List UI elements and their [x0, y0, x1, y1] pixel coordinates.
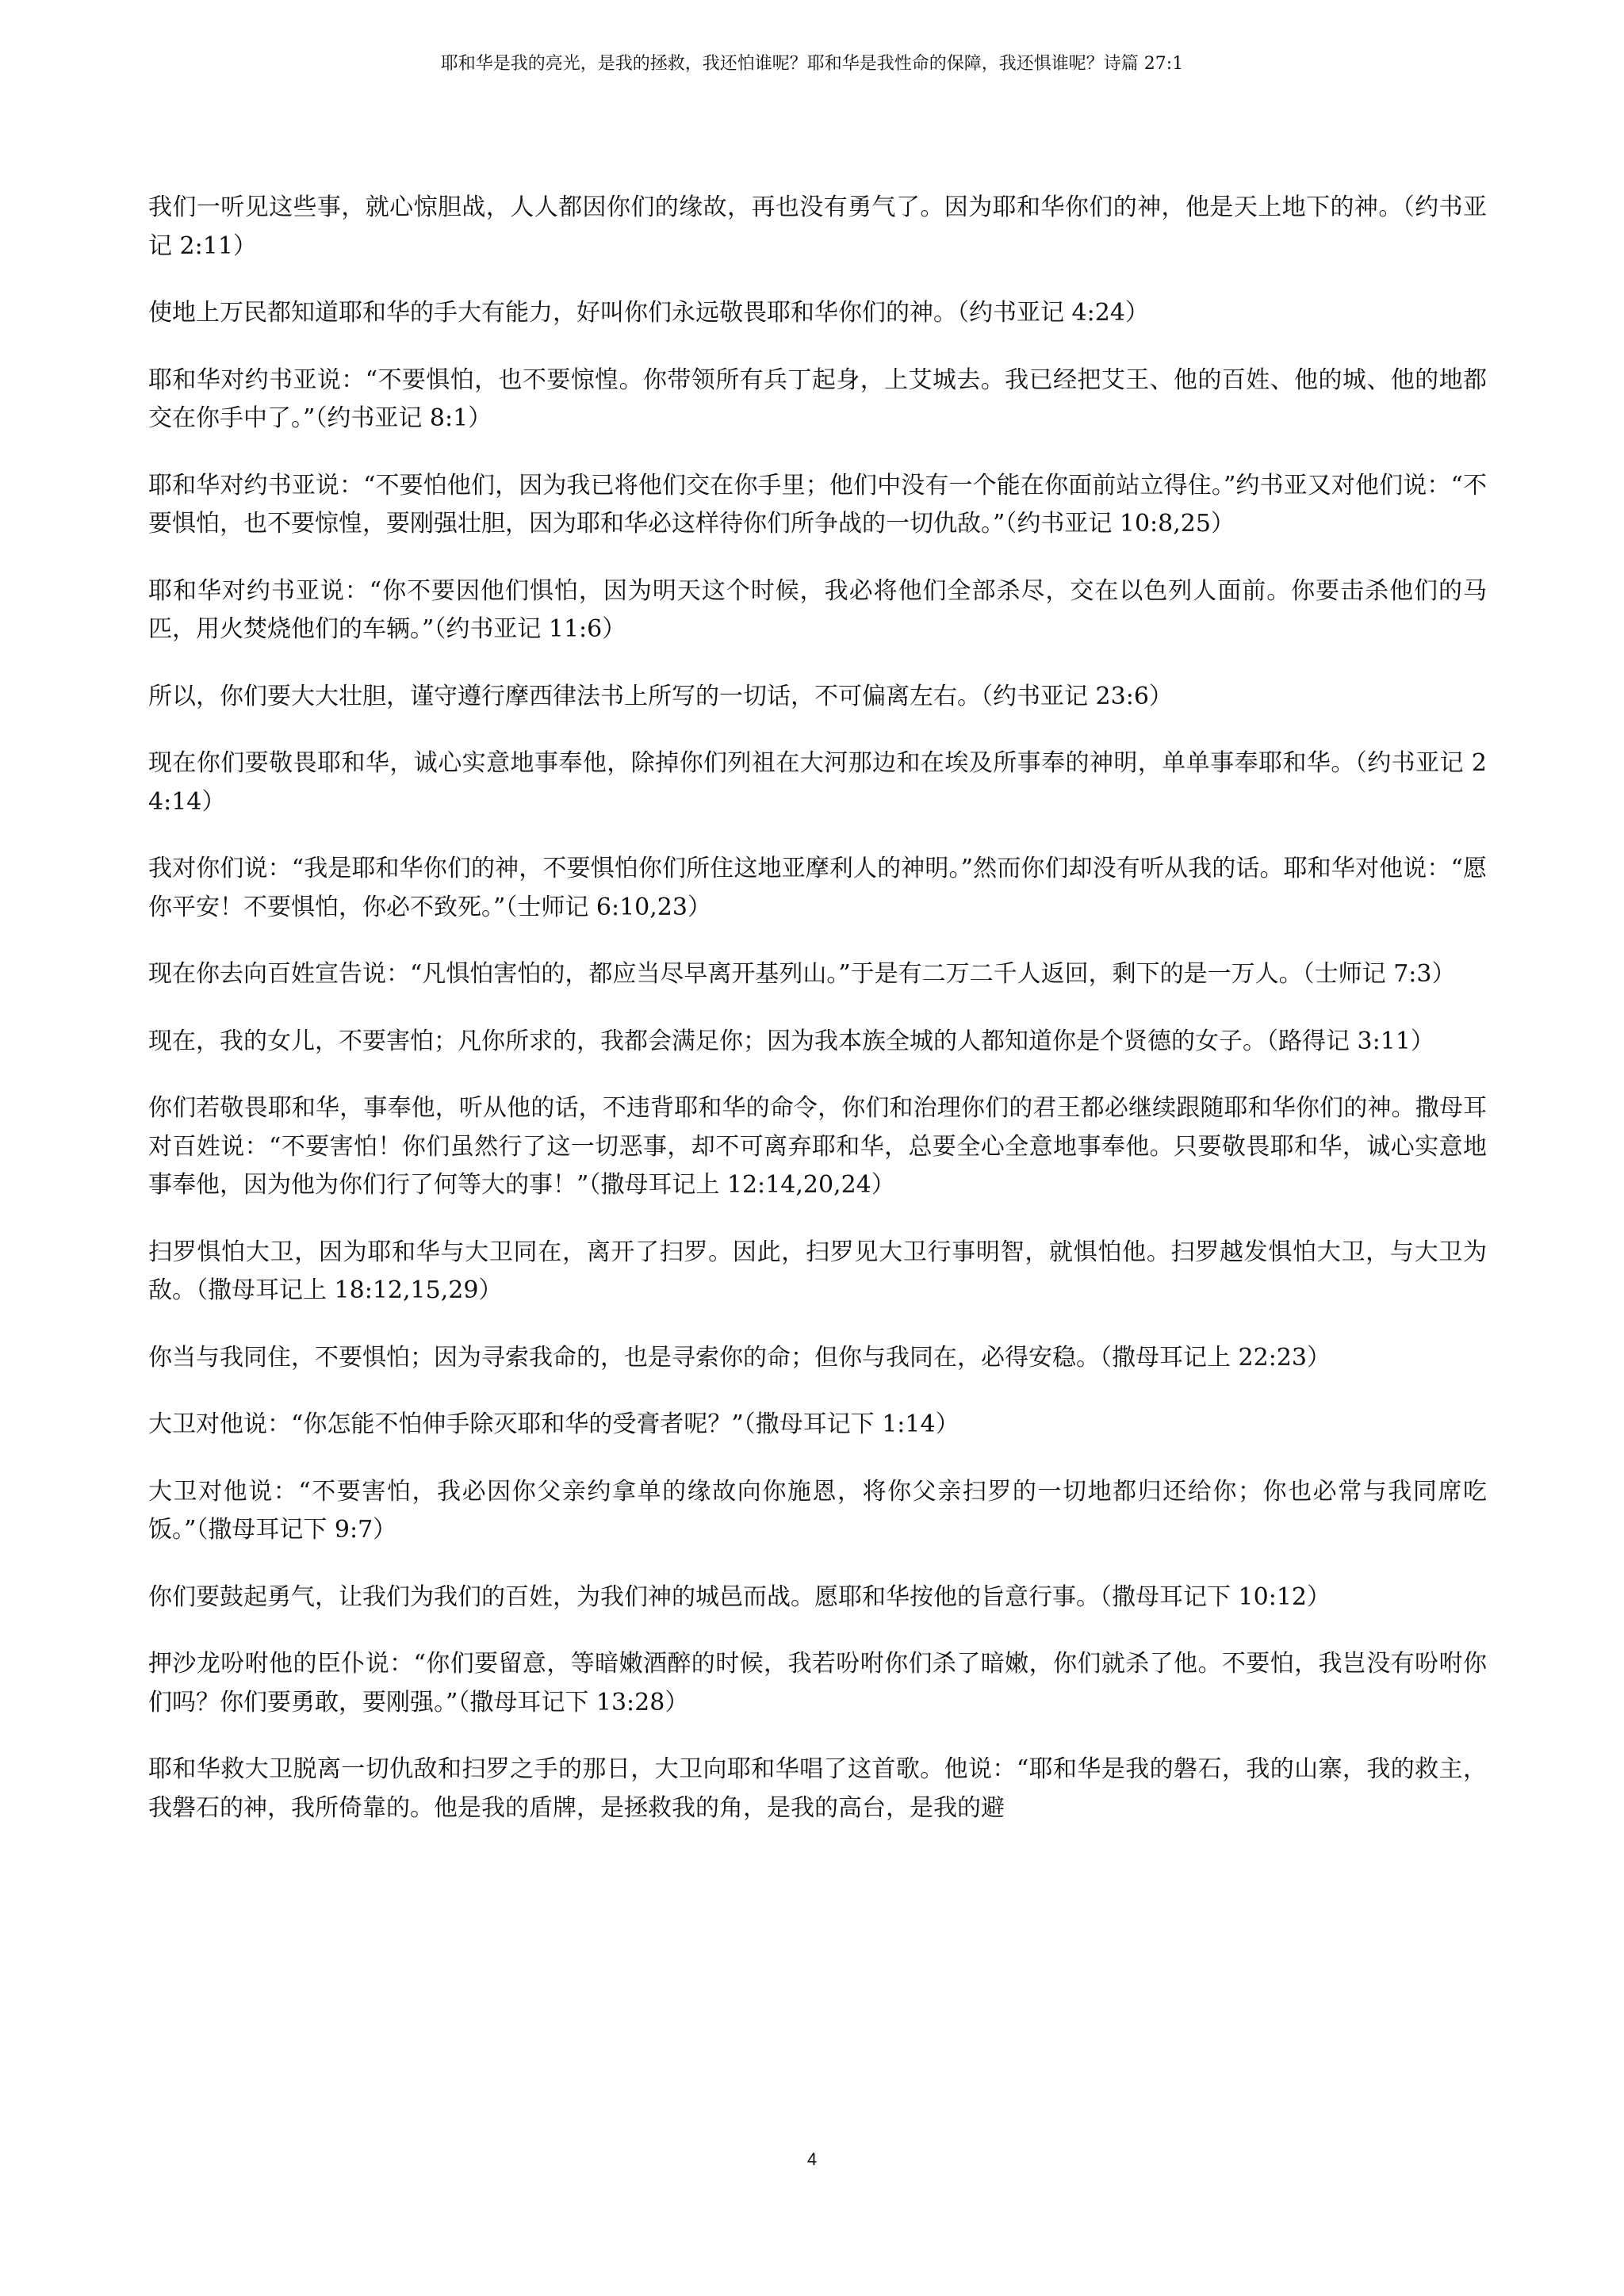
- paragraph-joshua-24-14: 现在你们要敬畏耶和华，诚心实意地事奉他，除掉你们列祖在大河那边和在埃及所事奉的神明，单单事奉耶和华。（约书亚记 24:14）: [148, 749, 1487, 816]
- paragraph-2samuel-13-28: 押沙龙吩咐他的臣仆说：“你们要留意，等暗嫩酒醉的时候，我若吩咐你们杀了暗嫩，你们就杀了他。不要怕，我岂没有吩咐你们吗？你们要勇敢，要刚强。”（撒母耳记下 13:28）: [148, 1650, 1487, 1716]
- paragraph-1samuel-12: 你们若敬畏耶和华，事奉他，听从他的话，不违背耶和华的命令，你们和治理你们的君王都必继续跟随耶和华你们的神。撒母耳对百姓说：“不要害怕！你们虽然行了这一切恶事，却不可离弃耶和华，总要全心全意地事奉他。只要敬畏耶和华，诚心实意地事奉他，因为他为你们行了何等大的事！”（撒母耳记上 12:14,20,24）: [148, 1094, 1487, 1199]
- paragraph-ruth-3-11: 现在，我的女儿，不要害怕；凡你所求的，我都会满足你；因为我本族全城的人都知道你是个贤德的女子。（路得记 3:11）: [148, 1027, 1434, 1055]
- body-text: [148, 189, 1487, 1856]
- paragraph-joshua-8-1: 耶和华对约书亚说：“不要惧怕，也不要惊惶。你带领所有兵丁起身，上艾城去。我已经把艾王、他的百姓、他的城、他的地都交在你手中了。”（约书亚记 8:1）: [148, 365, 1487, 432]
- paragraph-joshua-10-8-25: 耶和华对约书亚说：“不要怕他们，因为我已将他们交在你手里；他们中没有一个能在你面前站立得住。”约书亚又对他们说：“不要惧怕，也不要惊惶，要刚强壮胆，因为耶和华必这样待你们所争战的一切仇敌。”（约书亚记 10:8,25）: [148, 471, 1487, 538]
- paragraph-joshua-2-11: 我们一听见这些事，就心惊胆战，人人都因你们的缘故，再也没有勇气了。因为耶和华你们的神，他是天上地下的神。（约书亚记 2:11）: [148, 193, 1487, 260]
- paragraph-2samuel-10-12: 你们要鼓起勇气，让我们为我们的百姓，为我们神的城邑而战。愿耶和华按他的旨意行事。（撒母耳记下 10:12）: [148, 1582, 1331, 1611]
- paragraph-joshua-23-6: 所以，你们要大大壮胆，谨守遵行摩西律法书上所写的一切话，不可偏离左右。（约书亚记 23:6）: [148, 682, 1173, 710]
- paragraph-1samuel-22-23: 你当与我同住，不要惧怕；因为寻索我命的，也是寻索你的命；但你与我同在，必得安稳。（撒母耳记上 22:23）: [148, 1343, 1331, 1372]
- paragraph-2samuel-9-7: 大卫对他说：“不要害怕，我必因你父亲约拿单的缘故向你施恩，将你父亲扫罗的一切地都归还给你；你也必常与我同席吃饭。”（撒母耳记下 9:7）: [148, 1477, 1487, 1544]
- paragraph-judges-6-10-23: 我对你们说：“我是耶和华你们的神，不要惧怕你们所住这地亚摩利人的神明。”然而你们却没有听从我的话。耶和华对他说：“愿你平安！不要惧怕，你必不致死。”（士师记 6:10,23）: [148, 855, 1487, 921]
- paragraph-1samuel-18: 扫罗惧怕大卫，因为耶和华与大卫同在，离开了扫罗。因此，扫罗见大卫行事明智，就惧怕他。扫罗越发惧怕大卫，与大卫为敌。（撒母耳记上 18:12,15,29）: [148, 1238, 1487, 1304]
- paragraph-2samuel-22: 耶和华救大卫脱离一切仇敌和扫罗之手的那日，大卫向耶和华唱了这首歌。他说：“耶和华是我的磐石，我的山寨，我的救主，我磐石的神，我所倚靠的。他是我的盾牌，是拯救我的角，是我的高台，是我的避: [148, 1755, 1487, 1822]
- paragraph-2samuel-1-14: 大卫对他说：“你怎能不怕伸手除灭耶和华的受膏者呢？”（撒母耳记下 1:14）: [148, 1410, 959, 1438]
- page-number: 4: [806, 2149, 818, 2169]
- paragraph-joshua-4-24: 使地上万民都知道耶和华的手大有能力，好叫你们永远敬畏耶和华你们的神。（约书亚记 4:24）: [148, 299, 1149, 327]
- paragraph-judges-7-3: 现在你去向百姓宣告说：“凡惧怕害怕的，都应当尽早离开基列山。”于是有二万二千人返回，剩下的是一万人。（士师记 7:3）: [148, 960, 1456, 988]
- page-header: 耶和华是我的亮光，是我的拯救，我还怕谁呢？耶和华是我性命的保障，我还惧谁呢？诗篇 27:1: [440, 54, 1184, 74]
- paragraph-joshua-11-6: 耶和华对约书亚说：“你不要因他们惧怕，因为明天这个时候，我必将他们全部杀尽，交在以色列人面前。你要击杀他们的马匹，用火焚烧他们的车辆。”（约书亚记 11:6）: [148, 576, 1487, 643]
